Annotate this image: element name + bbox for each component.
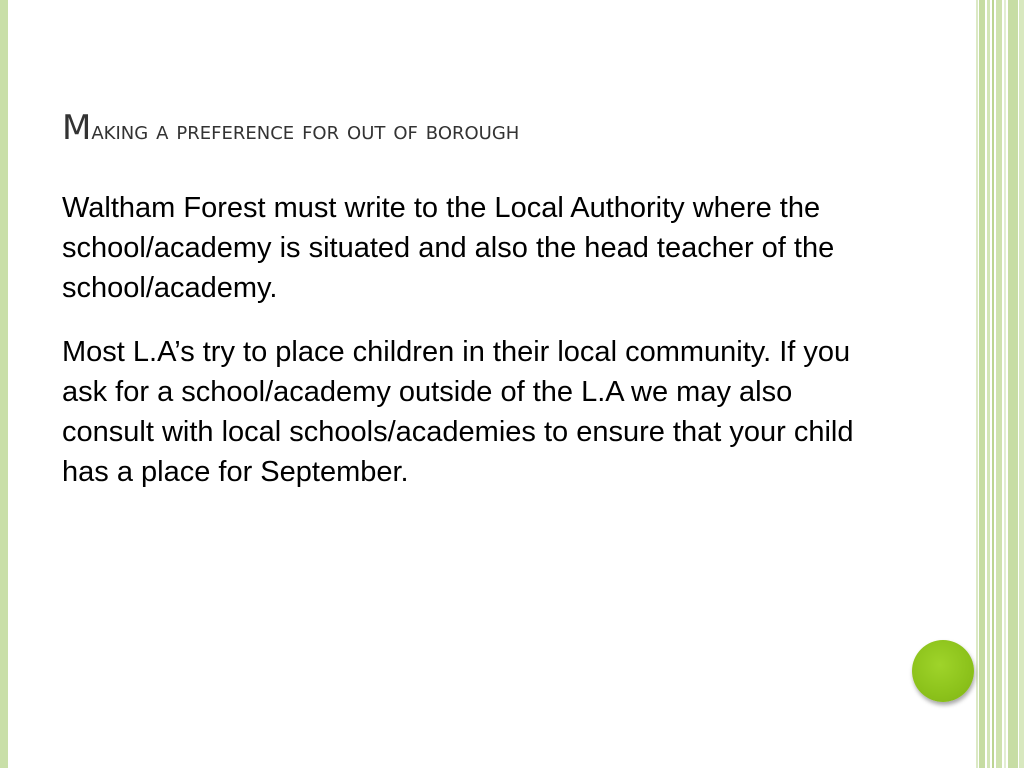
stripe [1008,0,1018,768]
stripe [979,0,985,768]
stripe [996,0,1002,768]
body-paragraph-2: Most L.A’s try to place children in their local community. If you ask for a school/academy outside of the L.A we may also consult with local schools/academies to ensure that your child has a place for September. [62,336,854,488]
green-circle-decoration [912,640,974,702]
left-border-stripe [0,0,8,768]
title-first-letter: M [62,108,92,148]
stripe [1019,0,1024,768]
title-rest: aking a preference for out of borough [91,116,520,145]
stripe [992,0,994,768]
slide-title [62,108,519,148]
slide-body [62,188,862,516]
stripe [976,0,978,768]
right-decorative-stripes [976,0,1024,768]
body-paragraph-1: Waltham Forest must write to the Local Authority where the school/academy is situated and also the head teacher of the school/academy. [62,192,835,304]
stripe [1004,0,1006,768]
stripe [987,0,990,768]
